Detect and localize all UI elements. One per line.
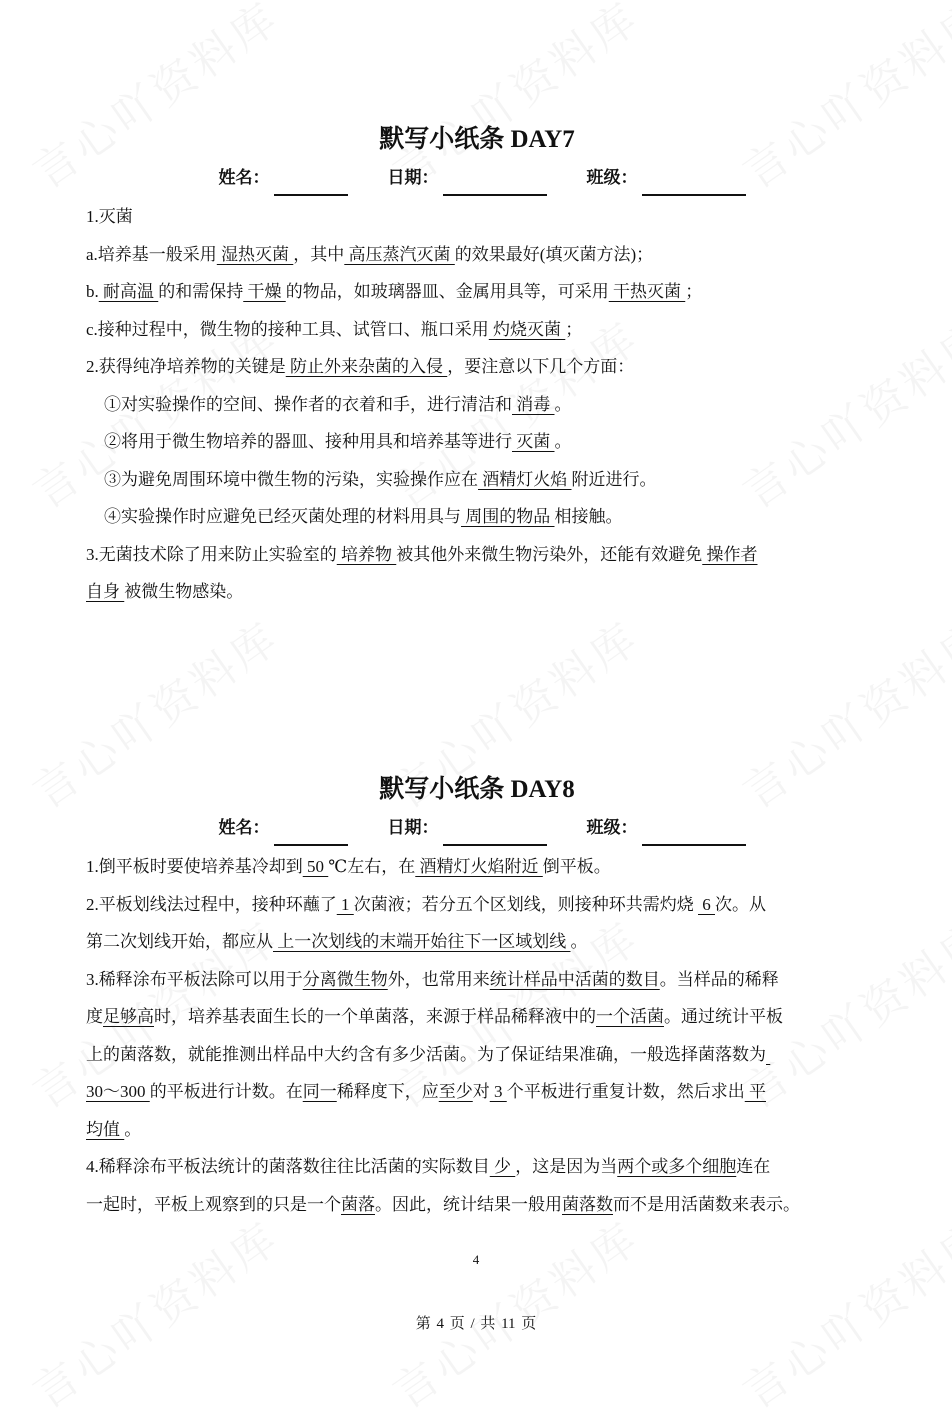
answer-blank: 6 (698, 894, 715, 914)
answer-blank: 平 (744, 1082, 766, 1101)
text-segment: 而不是用活菌数来表示。 (613, 1194, 800, 1214)
day8-title: 默写小纸条 DAY8 (379, 776, 575, 803)
text-segment: 。 (554, 394, 572, 414)
text-line (86, 923, 868, 961)
answer-blank: 防止外来杂菌的入侵 (285, 357, 448, 376)
text-line (86, 1111, 868, 1149)
answer-blank: 自身 (86, 582, 125, 601)
text-line (86, 498, 868, 536)
answer-blank: 周围的物品 (461, 507, 555, 526)
answer-blank: 干燥 (243, 282, 286, 301)
answer-blank: 1 (336, 894, 354, 914)
text-segment: 的物品，如玻璃器皿、金属用具等，可采用 (285, 282, 609, 301)
answer-blank: 足够高 (103, 1007, 154, 1026)
text-segment: 。 (554, 432, 572, 451)
day7-header-fields (96, 160, 868, 196)
day8-header-fields (96, 810, 868, 846)
day7-body (86, 198, 868, 611)
text-segment: 稀释度下，应 (336, 1082, 439, 1101)
text-segment: ①对实验操作的空间、操作者的衣着和手，进行清洁和 (104, 394, 512, 414)
answer-blank: 菌落数 (562, 1194, 613, 1214)
text-line (86, 1036, 868, 1074)
text-segment: 连在 (736, 1157, 771, 1176)
text-segment: ，其中 (293, 244, 345, 264)
field-label: 姓名： (218, 168, 270, 187)
text-segment: ③为避免周围环境中微生物的污染，实验操作应在 (104, 469, 478, 489)
text-segment: 第二次划线开始，都应从 (86, 932, 273, 951)
answer-blank: 50 (302, 857, 329, 876)
text-segment: 上的菌落数，就能推测出样品中大约含有多少活菌。为了保证结果准确，一般选择菌落数为 (86, 1044, 766, 1064)
answer-blank: 均值 (86, 1119, 125, 1139)
text-line (86, 848, 868, 886)
answer-blank: 分离微生物 (302, 969, 388, 989)
text-line (86, 1186, 868, 1224)
text-line (86, 1073, 868, 1111)
text-segment: 被微生物感染。 (124, 582, 244, 601)
day7-title: 默写小纸条 DAY7 (379, 126, 575, 153)
text-segment: 附近进行。 (571, 469, 657, 489)
text-line (86, 198, 868, 236)
text-line (86, 961, 868, 999)
text-segment: 次菌液；若分五个区划线，则接种环共需灼烧 (353, 894, 698, 914)
answer-blank: 少 (489, 1157, 516, 1176)
answer-blank: 两个或多个细胞 (617, 1157, 737, 1176)
text-segment: 4.稀释涂布平板法统计的菌落数往往比活菌的实际数目 (86, 1157, 490, 1176)
text-line (86, 273, 868, 311)
answer-blank: 耐高温 (98, 282, 159, 301)
text-segment: 。 (124, 1119, 142, 1139)
text-line (86, 886, 868, 924)
text-segment: ，要注意以下几个方面： (447, 357, 635, 376)
field-name (219, 810, 348, 846)
text-segment: ℃左右，在 (328, 857, 416, 876)
page-indicator: 第 4 页 / 共 11 页 (415, 1316, 537, 1332)
text-segment: 次。从 (715, 894, 766, 914)
answer-blank: 湿热灭菌 (216, 244, 294, 264)
text-segment: ④实验操作时应避免已经灭菌处理的材料用具与 (104, 507, 461, 526)
text-line (86, 423, 868, 461)
text-segment: 的效果最好(填灭菌方法)； (454, 244, 654, 264)
text-segment: 。因此，统计结果一般用 (375, 1194, 562, 1214)
answer-blank: 一个活菌 (596, 1007, 664, 1026)
fill-in-blank[interactable] (642, 172, 746, 196)
answer-blank: 培养物 (336, 544, 397, 564)
text-line (86, 998, 868, 1036)
text-segment: 对 (472, 1082, 490, 1101)
text-segment: 度 (86, 1007, 103, 1026)
text-segment: ②将用于微生物培养的器皿、接种用具和培养基等进行 (104, 432, 512, 451)
text-segment: 被其他外来微生物污染外，还能有效避免 (396, 544, 703, 564)
text-segment: ； (685, 282, 703, 301)
answer-blank (766, 1045, 770, 1064)
text-segment: ； (565, 319, 583, 339)
text-segment: 2.平板划线法过程中，接种环蘸了 (86, 894, 337, 914)
fill-in-blank[interactable] (443, 172, 547, 196)
answer-blank: 至少 (438, 1082, 473, 1101)
text-segment: ，这是因为当 (515, 1157, 618, 1176)
answer-blank: 高压蒸汽灭菌 (344, 244, 455, 264)
fill-in-blank[interactable] (274, 822, 348, 846)
text-segment: 相接触。 (554, 507, 623, 526)
text-segment: 外，也常用来 (387, 969, 490, 989)
answer-blank: 干热灭菌 (608, 282, 686, 301)
answer-blank: 上一次划线的末端开始往下一区域划线 (273, 932, 571, 951)
text-line (86, 536, 868, 574)
text-segment: 的平板进行计数。在 (149, 1082, 303, 1101)
text-segment: 一起时，平板上观察到的只是一个 (86, 1194, 341, 1214)
field-class (587, 160, 746, 196)
field-name (219, 160, 348, 196)
field-date (388, 810, 547, 846)
answer-blank: 30～300 (86, 1082, 150, 1101)
field-label: 班级： (586, 818, 638, 837)
text-segment: 3.无菌技术除了用来防止实验室的 (86, 544, 337, 564)
text-line (86, 311, 868, 349)
day8-body (86, 848, 868, 1223)
text-line (86, 348, 868, 386)
day8-section (86, 770, 868, 1223)
answer-blank: 统计样品中活菌的数目 (489, 969, 660, 989)
field-label: 姓名： (218, 818, 270, 837)
answer-blank: 菌落 (341, 1194, 375, 1214)
text-segment: 个平板进行重复计数，然后求出 (506, 1082, 745, 1101)
text-segment: 3.稀释涂布平板法除可以用于 (86, 969, 303, 989)
page-number: 4 (472, 1252, 480, 1267)
answer-blank: 酒精灯火焰 (478, 469, 572, 489)
text-segment: a.培养基一般采用 (86, 244, 217, 264)
text-line (86, 386, 868, 424)
text-segment: 的和需保持 (158, 282, 244, 301)
answer-blank: 酒精灯火焰附近 (415, 857, 543, 876)
text-line (86, 461, 868, 499)
text-segment: 2.获得纯净培养物的关键是 (86, 357, 286, 376)
text-line (86, 236, 868, 274)
text-segment: 。当样品的稀释 (659, 969, 779, 989)
text-line (86, 1148, 868, 1186)
answer-blank: 3 (489, 1082, 507, 1101)
text-segment: 。通过统计平板 (664, 1007, 783, 1026)
answer-blank: 操作者 (702, 544, 758, 564)
answer-blank: 灼烧灭菌 (488, 319, 566, 339)
fill-in-blank[interactable] (642, 822, 746, 846)
field-date (388, 160, 547, 196)
day7-section (86, 120, 868, 611)
text-line (86, 573, 868, 611)
field-label: 日期： (387, 818, 439, 837)
text-segment: b. (86, 282, 99, 301)
text-segment: 时，培养基表面生长的一个单菌落，来源于样品稀释液中的 (154, 1007, 596, 1026)
fill-in-blank[interactable] (274, 172, 348, 196)
answer-blank: 同一 (302, 1082, 337, 1101)
text-segment: 1.灭菌 (86, 207, 133, 226)
field-label: 日期： (387, 168, 439, 187)
text-segment: c.接种过程中，微生物的接种工具、试管口、瓶口采用 (86, 319, 489, 339)
answer-blank: 消毒 (512, 394, 555, 414)
field-label: 班级： (586, 168, 638, 187)
text-segment: 。 (570, 932, 588, 951)
fill-in-blank[interactable] (443, 822, 547, 846)
text-segment: 倒平板。 (542, 857, 611, 876)
answer-blank: 灭菌 (512, 432, 555, 451)
field-class (587, 810, 746, 846)
text-segment: 1.倒平板时要使培养基冷却到 (86, 857, 303, 876)
